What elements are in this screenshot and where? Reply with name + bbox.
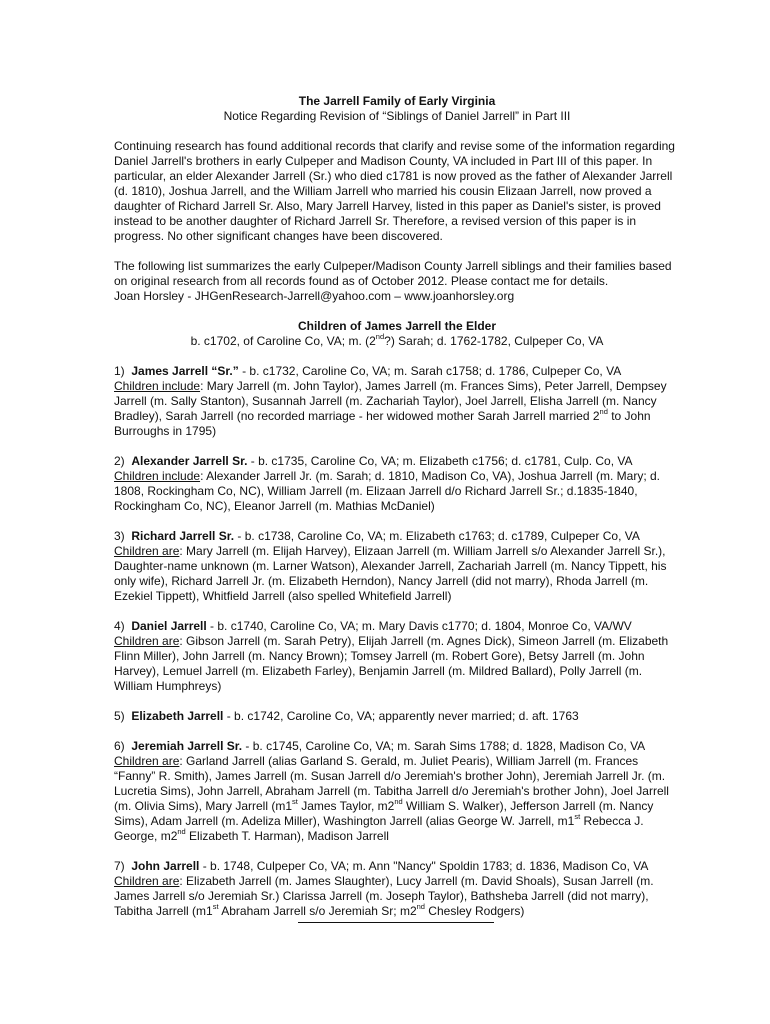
- entry-number: 7): [114, 859, 125, 873]
- entry-facts: - b. c1742, Caroline Co, VA; apparently never married; d. aft. 1763: [223, 709, 579, 723]
- entry-facts: - b. c1735, Caroline Co, VA; m. Elizabeth c1756; d. c1781, Culp. Co, VA: [247, 454, 633, 468]
- superscript: st: [574, 812, 581, 821]
- child-entry-5: [114, 709, 680, 724]
- children-text: Abraham Jarrell s/o Jeremiah Sr; m2: [218, 904, 417, 918]
- entry-name: John Jarrell: [131, 859, 200, 873]
- footer-divider: [298, 922, 494, 923]
- children-label: Children are: [114, 754, 180, 768]
- children-text: James Taylor, m2: [297, 799, 395, 813]
- entry-facts: - b. 1748, Culpeper Co, VA; m. Ann "Nancy" Spoldin 1783; d. 1836, Madison Co, VA: [199, 859, 649, 873]
- children-text: : Mary Jarrell (m. John Taylor), James Jarrell (m. Frances Sims), Peter Jarrell, Dempsey Jarrell (m. Sally Stanton), Susannah Jarrell (m. Zachariah Taylor), Joel Jarrell, Elisha Jarrell (m. Nancy Bradley), Sarah Jarrell (no recorded marriage - her widowed mother Sarah Jarrell married 2: [114, 379, 667, 423]
- summary-paragraph: [114, 259, 680, 304]
- children-text: : Gibson Jarrell (m. Sarah Petry), Elijah Jarrell (m. Agnes Dick), Simeon Jarrell (m. Elizabeth Flinn Miller), John Jarrell (m. Nancy Brown); Tomsey Jarrell (m. Robert Gore), Betsy Jarrell (m. John Harvey), Lemuel Jarrell (m. Elizabeth Farley), Benjamin Jarrell (m. Mildred Ballard), Polly Jarrell (m. William Humphreys): [114, 634, 669, 693]
- contact-line: Joan Horsley - JHGenResearch-Jarrell@yahoo.com – www.joanhorsley.org: [114, 289, 515, 303]
- intro-paragraph: Continuing research has found additional records that clarify and revise some of the information regarding Daniel Jarrell's brothers in early Culpeper and Madison County, VA included in Part III of this paper. In particular, an elder Alexander Jarrell (Sr.) who died c1781 is now proved as the father of Alexander Jarrell (d. 1810), Joshua Jarrell, and the William Jarrell who married his cousin Elizaan Jarrell, now proved a daughter of Richard Jarrell Sr. Also, Mary Jarrell Harvey, listed in this paper as Daniel's sister, is proved instead to be another daughter of Richard Jarrell Sr. Therefore, a revised version of this paper is in progress. No other significant changes have been discovered.: [114, 139, 675, 243]
- superscript: nd: [177, 827, 186, 836]
- section-sub-sup: nd: [375, 332, 385, 341]
- entry-number: 1): [114, 364, 125, 378]
- section-header: [114, 319, 680, 349]
- section-sub-text-b: ?) Sarah; d. 1762-1782, Culpeper Co, VA: [384, 334, 604, 348]
- children-text: Chesley Rodgers): [424, 904, 525, 918]
- superscript: nd: [394, 797, 403, 806]
- children-label: Children include: [114, 469, 201, 483]
- superscript: st: [292, 797, 298, 806]
- children-text: : Alexander Jarrell Jr. (m. Sarah; d. 1810, Madison Co, VA), Joshua Jarrell (m. Mary; d. 1808, Rockingham Co, NC), William Jarrell (m. Elizaan Jarrell d/o Richard Jarrell Sr.; d.1835-1840, Rockingham Co, NC), Eleanor Jarrell (m. Mathias McDaniel): [114, 469, 661, 513]
- entry-number: 3): [114, 529, 125, 543]
- section-subheading: [114, 334, 680, 349]
- children-label: Children are: [114, 544, 180, 558]
- entry-name: Daniel Jarrell: [131, 619, 207, 633]
- child-entry-7: [114, 859, 680, 919]
- entry-number: 4): [114, 619, 125, 633]
- children-text: Elizabeth T. Harman), Madison Jarrell: [185, 829, 389, 843]
- summary-text: The following list summarizes the early Culpeper/Madison County Jarrell siblings and their families based on original research from all records found as of October 2012. Please contact me for details.: [114, 259, 672, 288]
- entry-name: Alexander Jarrell Sr.: [131, 454, 248, 468]
- children-text: Rebecca J. George, m2: [114, 814, 644, 843]
- document-page: [114, 94, 680, 919]
- children-text: : Elizabeth Jarrell (m. James Slaughter), Lucy Jarrell (m. David Shoals), Susan Jarrell (m. James Jarrell s/o Jeremiah Sr.) Clarissa Jarrell (m. Joseph Taylor), Bathsheba Jarrell (did not marry), Tabitha Jarrell (m1: [114, 874, 654, 918]
- section-sub-text-a: b. c1702, of Caroline Co, VA; m. (2: [190, 334, 376, 348]
- children-text: to John Burroughs in 1795): [114, 409, 651, 438]
- entry-number: 6): [114, 739, 125, 753]
- superscript: st: [212, 902, 219, 911]
- entry-name: Richard Jarrell Sr.: [131, 529, 235, 543]
- children-text: : Mary Jarrell (m. Elijah Harvey), Elizaan Jarrell (m. William Jarrell s/o Alexander Jarrell Sr.), Daughter-name unknown (m. Larner Watson), Alexander Jarrell, Zachariah Jarrell (m. Nancy Tippett, his only wife), Richard Jarrell Jr. (m. Elizabeth Herndon), Nancy Jarrell (did not marry), Rhoda Jarrell (m. Ezekiel Tippett), Whitfield Jarrell (also spelled Whitefield Jarrell): [114, 544, 667, 603]
- entry-name: Jeremiah Jarrell Sr.: [131, 739, 243, 753]
- children-label: Children include: [114, 379, 201, 393]
- children-text: : Garland Jarrell (alias Garland S. Gerald, m. Juliet Pearis), William Jarrell (m. Frances “Fanny” R. Smith), James Jarrell (m. Susan Jarrell d/o Jeremiah's brother John), Jeremiah Jarrell Jr. (m. Lucretia Sims), John Jarrell, Abraham Jarrell (m. Tabitha Jarrell d/o Jeremiah's brother John), Joel Jarrell (m. Olivia Sims), Mary Jarrell (m1: [114, 754, 669, 813]
- child-entry-2: [114, 454, 680, 514]
- children-label: Children are: [114, 874, 180, 888]
- child-entry-3: [114, 529, 680, 604]
- entry-name: Elizabeth Jarrell: [131, 709, 224, 723]
- entry-number: 2): [114, 454, 125, 468]
- superscript: nd: [599, 407, 608, 416]
- document-subtitle: Notice Regarding Revision of “Siblings of Daniel Jarrell” in Part III: [223, 109, 571, 123]
- document-title: The Jarrell Family of Early Virginia: [298, 94, 496, 108]
- entry-number: 5): [114, 709, 125, 723]
- child-entry-6: [114, 739, 680, 844]
- superscript: nd: [416, 902, 425, 911]
- child-entry-1: [114, 364, 680, 439]
- entry-facts: - b. c1738, Caroline Co, VA; m. Elizabeth c1763; d. c1789, Culpeper Co, VA: [234, 529, 640, 543]
- section-heading: Children of James Jarrell the Elder: [297, 319, 497, 333]
- child-entry-4: [114, 619, 680, 694]
- children-text: William S. Walker), Jefferson Jarrell (m. Nancy Sims), Adam Jarrell (m. Adeliza Miller), Washington Jarrell (alias George W. Jarrell, m1: [114, 799, 654, 828]
- entry-name: James Jarrell “Sr.”: [131, 364, 239, 378]
- children-label: Children are: [114, 634, 180, 648]
- entry-facts: - b. c1732, Caroline Co, VA; m. Sarah c1758; d. 1786, Culpeper Co, VA: [238, 364, 622, 378]
- entry-facts: - b. c1740, Caroline Co, VA; m. Mary Davis c1770; d. 1804, Monroe Co, VA/WV: [206, 619, 632, 633]
- entry-facts: - b. c1745, Caroline Co, VA; m. Sarah Sims 1788; d. 1828, Madison Co, VA: [242, 739, 646, 753]
